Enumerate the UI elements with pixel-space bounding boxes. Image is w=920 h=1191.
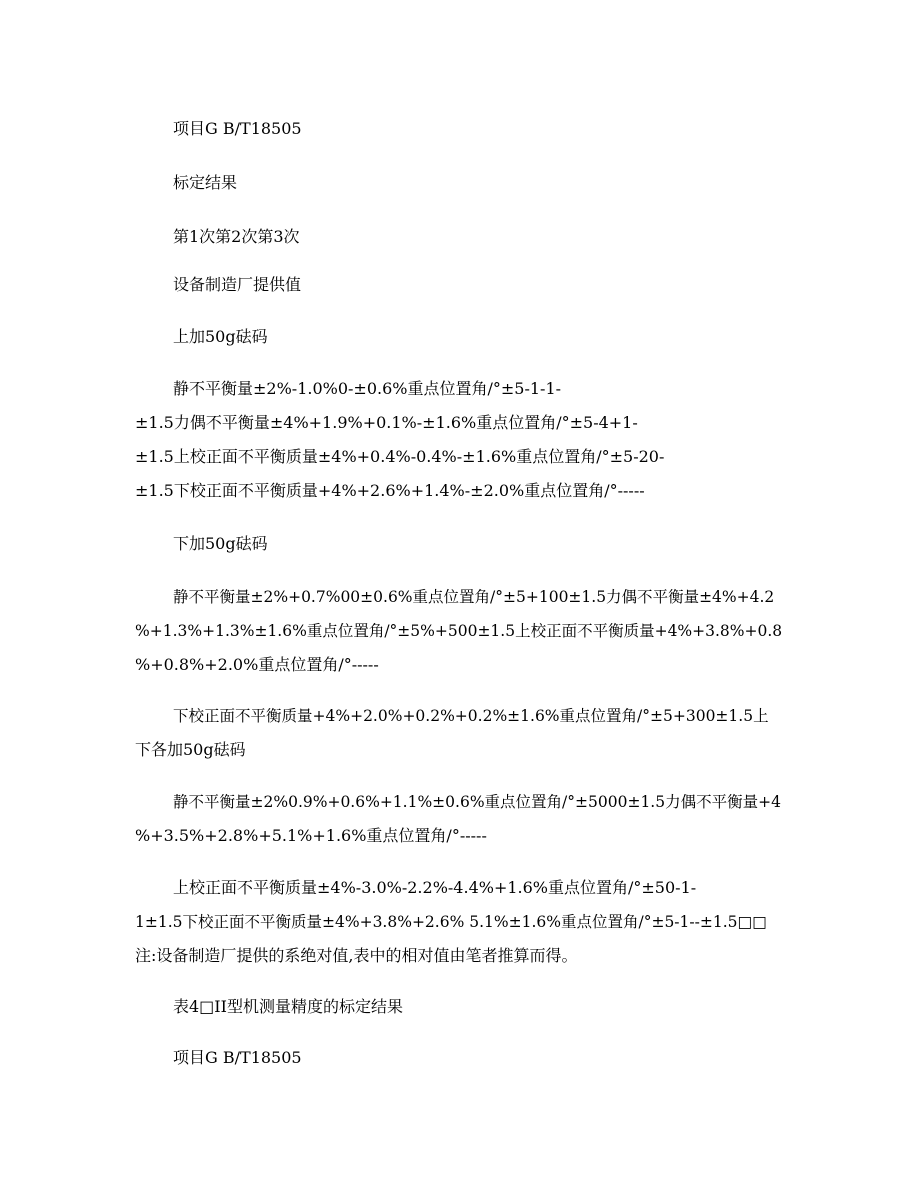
section-both-50g: 下各加50g砝码 [135, 740, 246, 759]
manufacturer-value-label: 设备制造厂提供值 [173, 275, 302, 294]
paragraph-line: 静不平衡量±2%0.9%+0.6%+1.1%±0.6%重点位置角/°±5000±1.5力偶不平衡量+4 [173, 793, 781, 811]
section-bottom-50g: 下加50g砝码 [173, 534, 268, 553]
paragraph-line: %+1.3%+1.3%±1.6%重点位置角/°±5%+500±1.5上校正面不平衡质量+4%+3.8%+0.8 [135, 622, 783, 640]
footnote: 注:设备制造厂提供的系绝对值,表中的相对值由笔者推算而得。 [135, 946, 578, 965]
table-caption: 表4□II型机测量精度的标定结果 [173, 997, 403, 1016]
paragraph-line: ±1.5力偶不平衡量±4%+1.9%+0.1%-±1.6%重点位置角/°±5-4+1- [135, 413, 638, 432]
paragraph-line: 上校正面不平衡质量±4%-3.0%-2.2%-4.4%+1.6%重点位置角/°±50-1- [173, 878, 697, 897]
paragraph-line: 静不平衡量±2%-1.0%0-±0.6%重点位置角/°±5-1-1- [173, 379, 562, 398]
trial-columns-label: 第1次第2次第3次 [173, 227, 300, 246]
paragraph-line: 下校正面不平衡质量+4%+2.0%+0.2%+0.2%±1.6%重点位置角/°±5+300±1.5上 [173, 707, 769, 725]
calibration-result-label: 标定结果 [173, 173, 238, 192]
paragraph-line: 1±1.5下校正面不平衡质量±4%+3.8%+2.6% 5.1%±1.6%重点位置角/°±5-1--±1.5□□ [135, 913, 767, 931]
paragraph-line: %+0.8%+2.0%重点位置角/°----- [135, 655, 379, 674]
section-top-50g: 上加50g砝码 [173, 327, 268, 346]
paragraph-line: ±1.5下校正面不平衡质量+4%+2.6%+1.4%-±2.0%重点位置角/°----- [135, 481, 645, 500]
item-heading-1: 项目G B/T18505 [173, 119, 302, 138]
item-heading-2: 项目G B/T18505 [173, 1048, 302, 1067]
paragraph-line: %+3.5%+2.8%+5.1%+1.6%重点位置角/°----- [135, 826, 487, 845]
paragraph-line: ±1.5上校正面不平衡质量±4%+0.4%-0.4%-±1.6%重点位置角/°±5-20- [135, 447, 665, 466]
paragraph-line: 静不平衡量±2%+0.7%00±0.6%重点位置角/°±5+100±1.5力偶不平衡量±4%+4.2 [173, 588, 775, 606]
